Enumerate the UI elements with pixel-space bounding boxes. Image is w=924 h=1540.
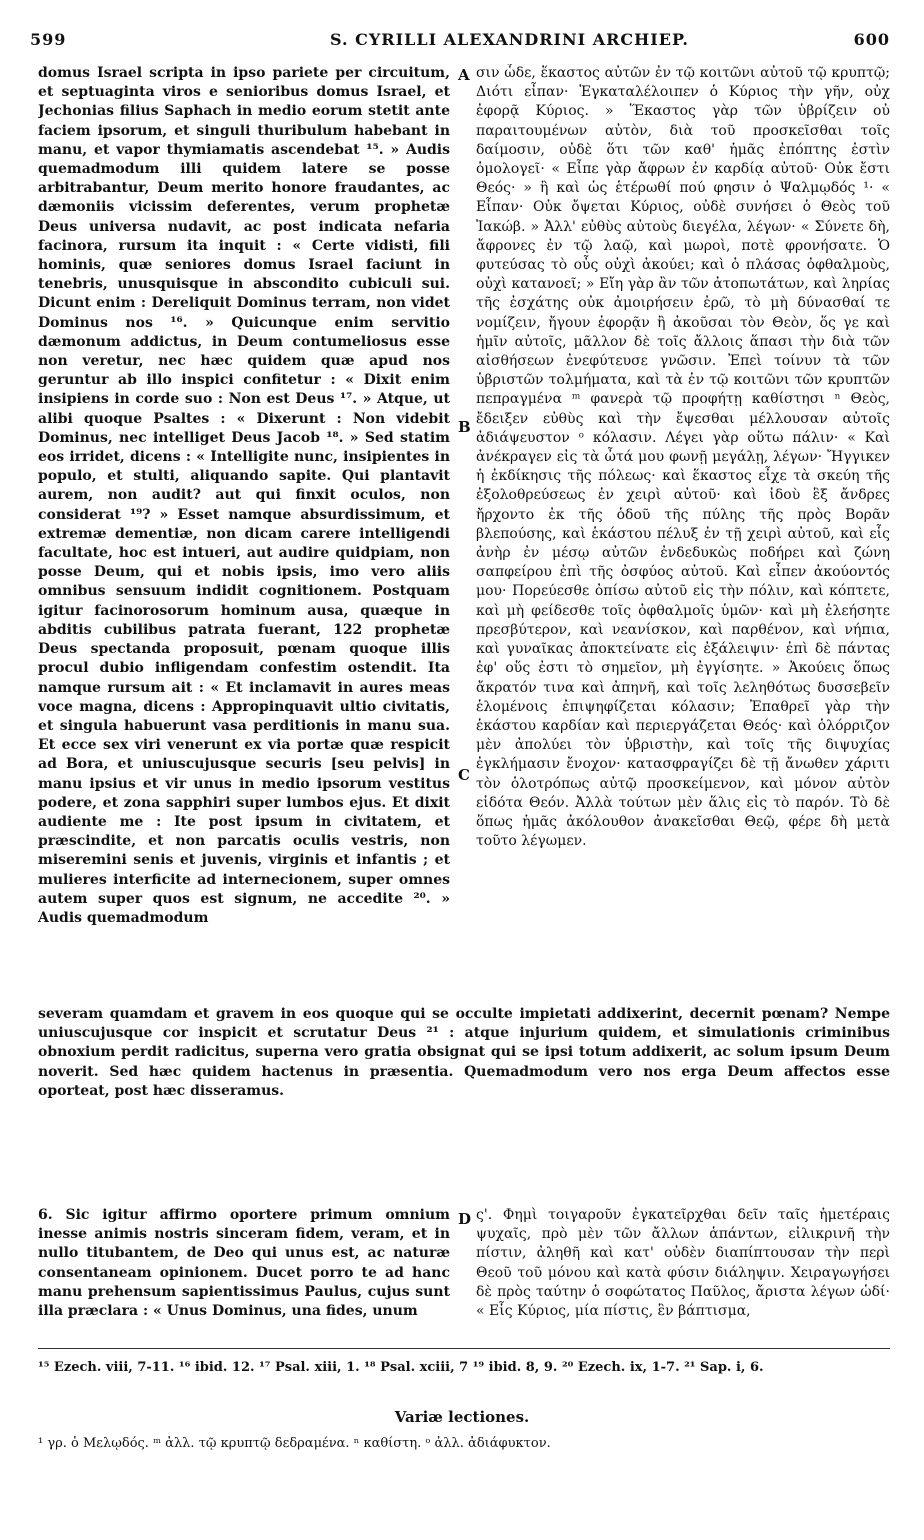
footnotes: ¹⁵ Ezech. viii, 7-11. ¹⁶ ibid. 12. ¹⁷ Psal. xiii, 1. ¹⁸ Psal. xciii, 7 ¹⁹ ibid. 8, 9. ²⁰ Ezech. ix, 1-7. ²¹ Sap. i, 6.: [38, 1360, 764, 1375]
margin-letter-a: A: [458, 66, 470, 84]
greek-column-top: σιν ὧδε, ἕκαστος αὐτῶν ἐν τῷ κοιτῶνι αὐτοῦ τῷ κρυπτῷ; Διότι εἶπαν· Ἐγκαταλέλοιπεν ὁ Κύριος τὴν γῆν, οὐχ ἐφορᾷ Κύριος. » Ἕκαστος γὰρ τῶν ὑβρίζειν οὐ παραιτουμένων αὐτὸν, διὰ τοῦ προσκεῖσθαι τοῖς δαίμοσιν, οὐδὲ ὅτι τῶν καθ' ἡμᾶς ἐπόπτης ἐστὶν ὁμολογεῖ· « Εἶπε γὰρ ἄφρων ἐν καρδίᾳ αὐτοῦ· Οὐκ ἔστι Θεός· » ἢ καὶ ὡς ἑτέρωθί πού φησιν ὁ Ψαλμῳδός ¹· « Εἶπαν· Οὐκ ὄψεται Κύριος, οὐδὲ συνήσει ὁ Θεὸς τοῦ Ἰακώβ. » Ἀλλ' εὐθὺς αὐτοὺς διεγέλα, λέγων· « Σύνετε δὴ, ἄφρονες ἐν τῷ λαῷ, καὶ μωροὶ, ποτὲ φρονήσατε. Ὁ φυτεύσας τὸ οὖς οὐχὶ ἀκούει; καὶ ὁ πλάσας ὀφθαλμοὺς, οὐχὶ κατανοεῖ; » Εἴη γὰρ ἂν τῶν ἀτοπωτάτων, καὶ ληρίας τῆς ἐσχάτης οὐκ ἀμοιρήσειν ἐρῶ, τὸ μὴ δύνασθαί τε νομίζειν, ἤγουν ἐφορᾷν ἢ ἀκοῦσαι τὸν Θεὸν, ὅς γε καὶ ἡμῖν αὐτοῖς, μᾶλλον δὲ τοῖς ἄλλοις ἅπασι τὴν διὰ τῶν αἰσθήσεων ἐνεφύτευσε γνῶσιν. Ἐπεὶ τοίνυν τὰ τῶν ὑβριστῶν τολμήματα, καὶ τὰ ἐν τῷ κοιτῶνι τῶν κρυπτῶν πεπραγμένα ᵐ φανερὰ τῷ προφήτῃ καθίστησι ⁿ Θεὸς, ἔδειξεν εὐθὺς καὶ τὴν ἔψεσθαι μέλλουσαν αὐτοῖς ἀδιάψευστον ᵒ κόλασιν. Λέγει γὰρ οὕτω πάλιν· « Καὶ ἀνέκραγεν εἰς τὰ ὦτά μου φωνῇ μεγάλῃ, λέγων· Ἤγγικεν ἡ ἐκδίκησις τῆς πόλεως· καὶ ἕκαστος εἶχε τὰ σκεύη τῆς ἐξολοθρεύσεως ἐν χειρὶ αὐτοῦ· καὶ ἰδοὺ ἓξ ἄνδρες ἤρχοντο ἐκ τῆς ὁδοῦ τῆς πύλης τῆς πρὸς Βορᾶν βλεπούσης, καὶ ἑκάστου πέλυξ ἐν τῇ χειρὶ αὐτοῦ, καὶ εἷς ἀνὴρ ἐν μέσῳ αὐτῶν ἐνδεδυκὼς ποδήρει καὶ ζώνη σαπφείρου ἐπὶ τῆς ὀσφύος αὐτοῦ. Καὶ εἶπεν ἀκούοντός μου· Πορεύεσθε ὀπίσω αὐτοῦ εἰς τὴν πόλιν, καὶ κόπτετε, καὶ μὴ φείδεσθε τοῖς ὀφθαλμοῖς ὑμῶν· καὶ μὴ ἐλεήσητε πρεσβύτερον, καὶ νεανίσκον, καὶ παρθένον, καὶ νήπια, καὶ γυναῖκας ἀποκτείνατε εἰς ἐξάλειψιν· ἐπὶ δὲ πάντας ἐφ' οὕς ἐστι τὸ σημεῖον, μὴ ἐγγίσητε. » Ἀκούεις ὅπως ἄκρατόν τινα καὶ ἀπηνῆ, καὶ τοῖς λεληθότως δυσσεβεῖν ἑλομένοις ἐπιψηφίζεται κόλασιν; Ἐπαθρεῖ γὰρ τὴν ἑκάστου καρδίαν καὶ περιεργάζεται Θεός· καὶ ὁλόρριζον μὲν ἀπολύει τὸν ὑβριστὴν, καὶ τοῖς τῆς διψυχίας ἐγκλήμασιν ἔνοχον· κατασφραγίζει δὲ τῇ ἄνωθεν χάριτι τὸν ὁλοτρόπως αὐτῷ προσκείμενον, καὶ μόνον αὐτὸν εἰδότα Θεόν. Ἀλλὰ τούτων μὲν ἅλις εἰς τὸ παρόν. Τὸ δὲ ὅπως ἡμᾶς ἀκόλουθον ἀνακεῖσθαι Θεῷ, φέρε δὴ μετὰ τοῦτο λέγωμεν.: [476, 65, 890, 850]
left-page-number: 599: [30, 30, 67, 49]
right-page-number: 600: [853, 30, 890, 49]
latin-fullwidth-paragraph: severam quamdam et gravem in eos quoque qui se occulte impietati addixerint, decernit pœnam? Nempe uniuscujusque cor inspicit et scrutatur Deus ²¹ : atque injurium quidem, et simulationis criminibus obnoxium perdit radicitus, superna vero gratia obsignat qui se ipsi totum addixerit, ac solum ipsum Deum noverit. Sed hæc quidem hactenus in præsentia. Quemadmodum vero nos erga Deum affectos esse oporteat, post hæc disseramus.: [38, 1006, 890, 1099]
margin-letter-b: B: [458, 418, 471, 436]
greek-column-bottom: ς'. Φημὶ τοιγαροῦν ἐγκατεῖρχθαι δεῖν ταῖς ἡμετέραις ψυχαῖς, πρὸ μὲν τῶν ἄλλων ἁπάντων, εἰλικρινῆ τὴν πίστιν, ἀληθῆ καὶ κατ' οὐδὲν διαπίπτουσαν τὴν περὶ Θεοῦ τοῦ μόνου καὶ κατὰ φύσιν διάληψιν. Χειραγωγήσει δὲ πρὸς ταύτην ὁ σοφώτατος Παῦλος, ἄριστα λέγων ὡδί· « Εἷς Κύριος, μία πίστις, ἓν βάπτισμα,: [476, 1207, 890, 1320]
variae-lectiones-notes: ¹ γρ. ὁ Μελῳδός. ᵐ ἀλλ. τῷ κρυπτῷ δεδραμένα. ⁿ καθίστη. ᵒ ἀλλ. ἀδιάφυκτον.: [38, 1436, 551, 1451]
running-header: [30, 30, 890, 58]
latin-column-bottom: 6. Sic igitur affirmo oportere primum omnium inesse animis nostris sinceram fidem, veram, et in nullo titubantem, de Deo qui unus est, ac naturæ consentaneam opinionem. Ducet porro te ad hanc manu prehensum sapientissimus Paulus, cujus sunt illa præclara : « Unus Dominus, una fides, unum: [38, 1207, 450, 1320]
latin-column-top: domus Israel scripta in ipso pariete per circuitum, et septuaginta viros e senioribus domus Israel, et Jechonias filius Saphach in medio eorum stetit ante faciem ipsorum, et singuli thuribulum habebant in manu, et vapor thymiamatis ascendebat ¹⁵. » Audis quemadmodum illi quidem latere se posse arbitrabantur, Deum merito honore fraudantes, ac dæmoniis vicissim deferentes, verum prophetæ Deus universa nudavit, ac post indicata nefaria facinora, rursum ita inquit : « Certe vidisti, fili hominis, quæ seniores domus Israel faciunt in tenebris, unusquisque in abscondito cubiculi sui. Dicunt enim : Dereliquit Dominus terram, non videt Dominus nos ¹⁶. » Quicunque enim servitio dæmonum addictus, in Deum contumeliosus esse non veretur, nec hæc quidem quæ apud nos geruntur ab illo inspici confitetur : « Dixit enim insipiens in corde suo : Non est Deus ¹⁷. » Atque, ut alibi quoque Psaltes : « Dixerunt : Non videbit Dominus, nec intelliget Deus Jacob ¹⁸. » Sed statim eos irridet, dicens : « Intelligite nunc, insipientes in populo, et stulti, aliquando sapite. Qui plantavit aurem, non audit? aut qui finxit oculos, non considerat ¹⁹? » Esset namque absurdissimum, et extremæ dementiæ, non dicam carere intelligendi facultate, hoc est intueri, aut audire quidpiam, non posse Deum, qui et nobis ipsis, imo vero aliis omnibus sensuum indidit cognitionem. Postquam igitur facinorosorum hominum ausa, quæque in abditis cubilibus patrata fuerant, 122 prophetæ Deus spectanda proposuit, pœnam quoque illis procul dubio infligendam confestim ostendit. Ita namque rursum ait : « Et inclamavit in aures meas voce magna, dicens : Appropinquavit ultio civitatis, et singula habuerunt vasa perditionis in manu sua. Et ecce sex viri venerunt ex via portæ quæ respicit ad Bora, et uniuscujusque securis [seu pelvis] in manu ipsius et vir unus in medio ipsorum vestitus podere, et zona sapphiri super lumbos ejus. Et dixit audiente me : Ite post ipsum in civitatem, et præscindite, et non parcatis oculis vestris, non miseremini senis et juvenis, virginis et infantis ; et mulieres interficite ad internecionem, super omnes autem super quos est signum, ne accedite ²⁰. » Audis quemadmodum: [38, 65, 450, 926]
footnote-divider: [38, 1348, 890, 1349]
margin-letter-d: D: [458, 1210, 472, 1228]
running-title: S. CYRILLI ALEXANDRINI ARCHIEP.: [330, 30, 689, 49]
margin-letter-c: C: [458, 766, 470, 784]
variae-lectiones-title: Variæ lectiones.: [394, 1408, 530, 1426]
